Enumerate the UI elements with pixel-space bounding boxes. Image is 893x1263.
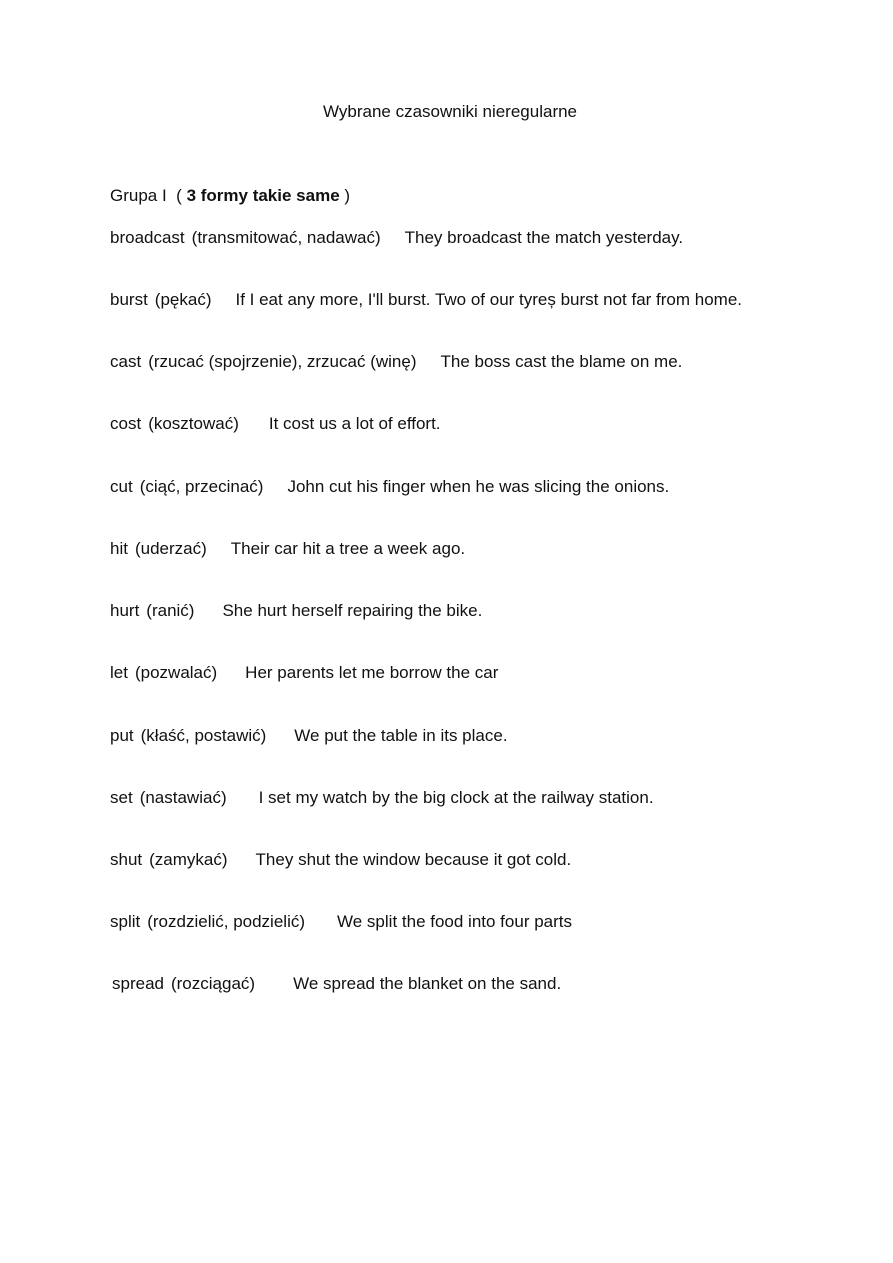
entry-verb: cost xyxy=(110,414,142,433)
entry-example: We spread the blanket on the sand. xyxy=(293,974,562,993)
entry-verb: shut xyxy=(110,850,143,869)
entry-translation: (rozciągać) xyxy=(170,974,256,993)
entry-set xyxy=(110,787,654,809)
group-heading xyxy=(110,185,350,207)
entry-verb: split xyxy=(110,912,141,931)
entry-verb: cast xyxy=(110,352,142,371)
entry-put xyxy=(110,725,508,747)
entry-hit xyxy=(110,538,465,560)
entry-cut xyxy=(110,476,669,498)
entry-verb: set xyxy=(110,788,133,807)
entry-shut xyxy=(110,849,571,871)
entry-verb: burst xyxy=(110,290,148,309)
entry-broadcast xyxy=(110,227,683,249)
entry-verb: cut xyxy=(110,477,133,496)
entry-translation: (ciąć, przecinać) xyxy=(139,477,264,496)
entry-example: I set my watch by the big clock at the railway station. xyxy=(258,788,654,807)
entry-example: She hurt herself repairing the bike. xyxy=(222,601,483,620)
entry-example: It cost us a lot of effort. xyxy=(268,414,441,433)
entry-example: They shut the window because it got cold. xyxy=(255,850,572,869)
entry-translation: (rozdzielić, podzielić) xyxy=(147,912,306,931)
entry-burst xyxy=(110,289,742,311)
entry-spread xyxy=(112,973,561,995)
entry-translation: (kosztować) xyxy=(148,414,239,433)
group-description: 3 formy takie same xyxy=(186,186,340,205)
entry-translation: (pozwalać) xyxy=(134,663,218,682)
entry-translation: (kłaść, postawić) xyxy=(140,726,267,745)
entry-verb: spread xyxy=(112,974,164,993)
entry-verb: put xyxy=(110,726,134,745)
group-close-paren: ) xyxy=(344,186,351,205)
entry-translation: (uderzać) xyxy=(134,539,207,558)
entry-translation: (transmitować, nadawać) xyxy=(191,228,381,247)
entry-verb: broadcast xyxy=(110,228,185,247)
entry-verb: let xyxy=(110,663,128,682)
entry-translation: (nastawiać) xyxy=(139,788,227,807)
entry-translation: (ranić) xyxy=(146,601,195,620)
group-label: Grupa I xyxy=(110,186,167,205)
entry-verb: hurt xyxy=(110,601,140,620)
entry-example: The boss cast the blame on me. xyxy=(440,352,683,371)
entry-example: Her parents let me borrow the car xyxy=(245,663,499,682)
entry-translation: (rzucać (spojrzenie), zrzucać (winę) xyxy=(148,352,417,371)
entry-example: Their car hit a tree a week ago. xyxy=(230,539,466,558)
entry-cast xyxy=(110,351,682,373)
entry-example: We put the table in its place. xyxy=(294,726,508,745)
entry-translation: (zamykać) xyxy=(149,850,228,869)
entry-example: We split the food into four parts xyxy=(337,912,572,931)
entry-example: If I eat any more, I'll burst. Two of our tyreș burst not far from home. xyxy=(235,290,743,309)
group-open-paren: ( xyxy=(176,186,182,205)
entry-translation: (pękać) xyxy=(154,290,212,309)
entry-let xyxy=(110,662,498,684)
entry-example: They broadcast the match yesterday. xyxy=(404,228,684,247)
entry-hurt xyxy=(110,600,482,622)
entry-verb: hit xyxy=(110,539,128,558)
entry-split xyxy=(110,911,572,933)
page-title: Wybrane czasowniki nieregularne xyxy=(322,102,578,121)
entry-cost xyxy=(110,413,441,435)
entry-example: John cut his finger when he was slicing the onions. xyxy=(287,477,670,496)
